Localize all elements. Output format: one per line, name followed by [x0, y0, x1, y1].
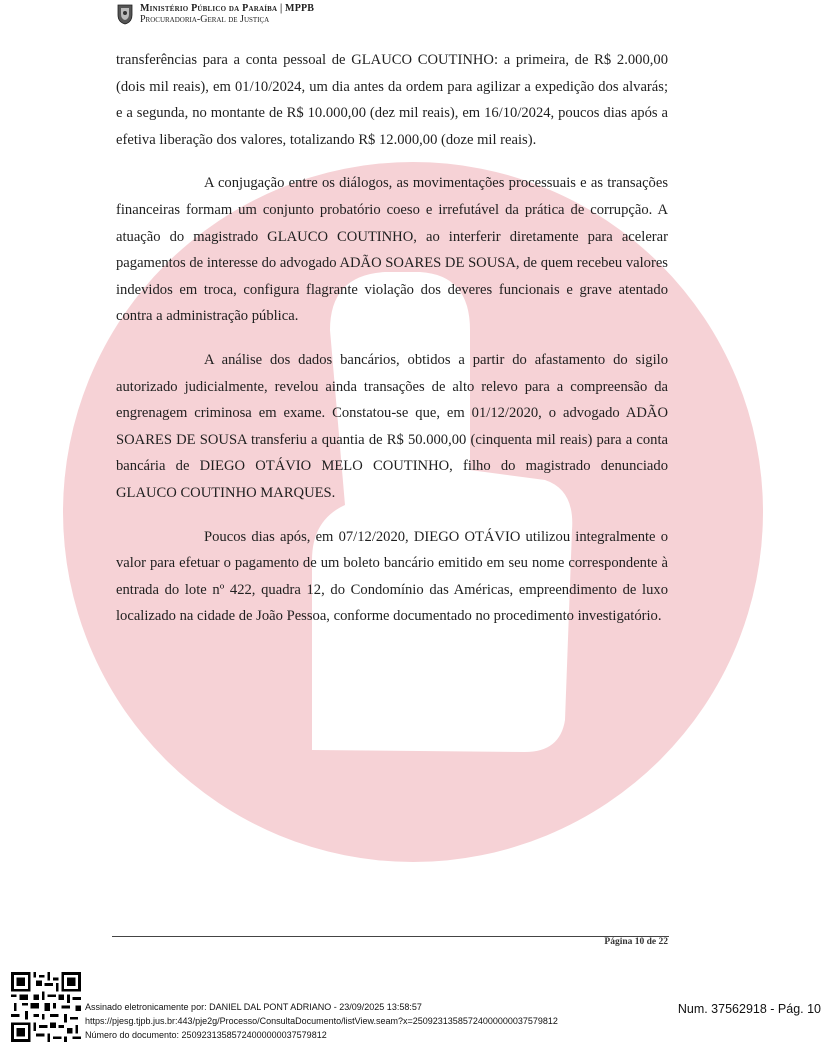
paragraph-1: transferências para a conta pessoal de GLAUCO COUTINHO: a primeira, de R$ 2.000,00 (dois mil reais), em 01/10/2024, um dia antes da ordem para agilizar a expedição dos alvarás; e a segunda, no montante de R$ 10.000,00 (dez mil reais), em 16/10/2024, poucos dias após a efetiva liberação dos valores, totalizando R$ 12.000,00 (doze mil reais). [116, 52, 668, 148]
letterhead [116, 0, 314, 28]
page-total: 22 [658, 937, 668, 947]
document-number: Número do documento: 25092313585724000000037579812 [85, 1030, 327, 1040]
paragraph-4: Poucos dias após, em 07/12/2020, DIEGO OTÁVIO utilizou integralmente o valor para efetuar o pagamento de um boleto bancário emitido em seu nome correspondente à entrada do lote nº 422, quadra 12, do Condomínio das Américas, empreendimento de luxo localizado na cidade de João Pessoa, conforme documentado no procedimento investigatório. [116, 528, 668, 625]
qr-code-icon [11, 972, 81, 1042]
signed-by-text: Assinado eletronicamente por: DANIEL DAL PONT ADRIANO - 23/09/2025 13:58:57 [85, 1002, 422, 1012]
document-body [116, 47, 668, 630]
header-institution: Ministério Público da Paraíba | MPPB [140, 3, 315, 14]
page-current: 10 [634, 937, 645, 947]
paragraph-3: A análise dos dados bancários, obtidos a partir do afastamento do sigilo autorizado judicialmente, revelou ainda transações de alto relevo para a compreensão da engrenagem criminosa em exame. Constatou-se que, em 01/12/2020, o advogado ADÃO SOARES DE SOUSA transferiu a quantia de R$ 50.000,00 (cinquenta mil reais) para a conta bancária de DIEGO OTÁVIO MELO COUTINHO, filho do magistrado denunciado GLAUCO COUTINHO MARQUES. [116, 351, 668, 501]
header-department: Procuradoria-Geral de Justiça [140, 14, 270, 25]
document-url[interactable]: https://pjesg.tjpb.jus.br:443/pje2g/Processo/ConsultaDocumento/listView.seam?x=25092313585724000000037579812 [85, 1016, 558, 1026]
coat-of-arms-icon [116, 3, 134, 25]
page-label: Página [604, 937, 633, 947]
page-number [604, 937, 668, 947]
paragraph-2: A conjugação entre os diálogos, as movimentações processuais e as transações financeiras formam um conjunto probatório coeso e irrefutável da prática de corrupção. A atuação do magistrado GLAUCO COUTINHO, ao interferir diretamente para acelerar pagamentos de interesse do advogado ADÃO SOARES DE SOUSA, de quem recebeu valores indevidos em troca, configura flagrante violação dos deveres funcionais e grave atentado contra a administração pública. [116, 175, 668, 325]
num-page-label: Num. 37562918 - Pág. 10 [677, 1002, 821, 1016]
page-sep: de [646, 937, 657, 947]
footer-divider [112, 936, 669, 937]
signature-block [85, 1000, 558, 1042]
